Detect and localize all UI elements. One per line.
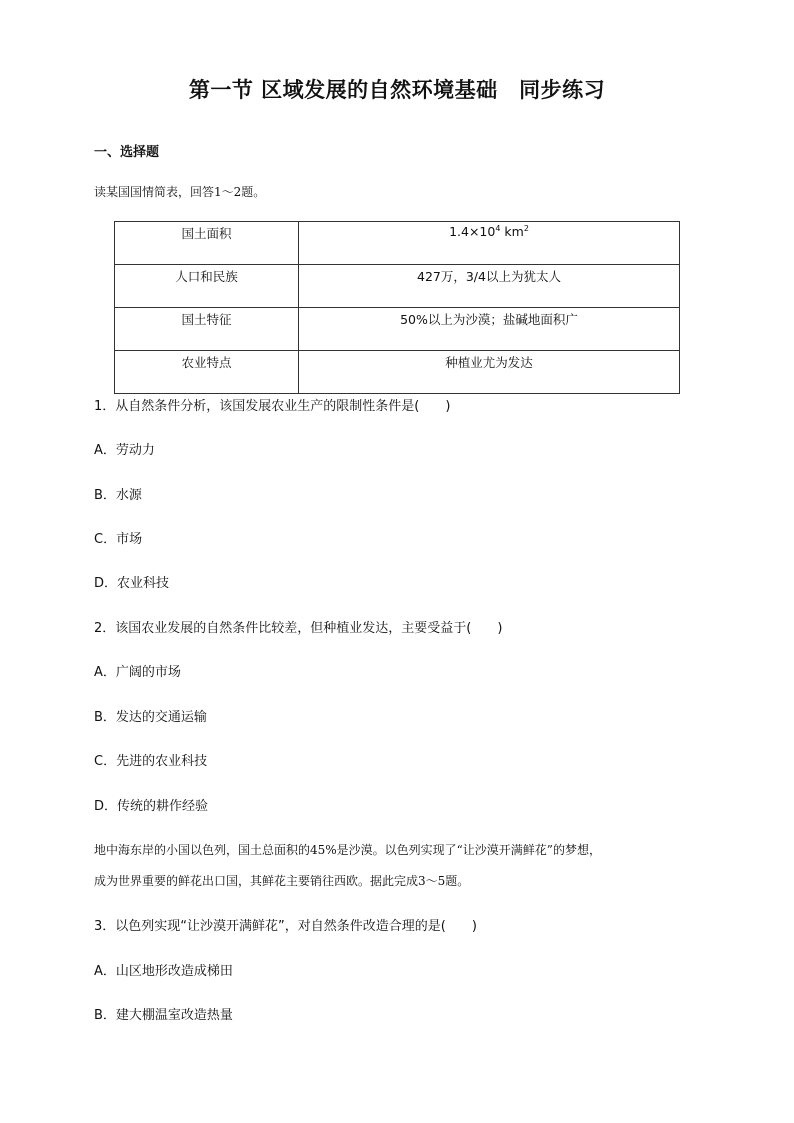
table-row — [115, 265, 680, 308]
table-row — [115, 308, 680, 351]
table-cell-value: 50%以上为沙漠；盐碱地面积广 — [299, 308, 680, 351]
question-1-option-d: D．农业科技 — [94, 576, 170, 591]
question-2-option-d: D．传统的耕作经验 — [94, 799, 209, 814]
table-cell-label: 国土面积 — [115, 222, 299, 265]
question-3-stem: 3．以色列实现“让沙漠开满鲜花”，对自然条件改造合理的是( ) — [94, 919, 477, 934]
table-cell-label: 国土特征 — [115, 308, 299, 351]
question-2-option-c: C．先进的农业科技 — [94, 754, 208, 769]
table-row — [115, 351, 680, 394]
table-cell-value: 种植业尤为发达 — [299, 351, 680, 394]
table-row — [115, 222, 680, 265]
table-cell-label: 人口和民族 — [115, 265, 299, 308]
question-2-option-b: B．发达的交通运输 — [94, 710, 207, 725]
table-cell-value: 427万，3/4以上为犹太人 — [299, 265, 680, 308]
passage-line-2: 成为世界重要的鲜花出口国，其鲜花主要销往西欧。据此完成3～5题。 — [94, 874, 470, 888]
page-title: 第一节 区域发展的自然环境基础 同步练习 — [188, 77, 606, 102]
passage-line-1: 地中海东岸的小国以色列，国土总面积的45%是沙漠。以色列实现了“让沙漠开满鲜花”的梦想， — [94, 843, 601, 857]
question-2-option-a: A．广阔的市场 — [94, 665, 181, 680]
question-1-option-b: B．水源 — [94, 488, 142, 503]
country-info-table — [114, 221, 680, 394]
section-heading: 一、选择题 — [94, 145, 160, 160]
question-1-option-c: C．市场 — [94, 532, 143, 547]
table-cell-label: 农业特点 — [115, 351, 299, 394]
question-2-stem: 2．该国农业发展的自然条件比较差，但种植业发达，主要受益于( ) — [94, 621, 503, 636]
question-3-option-a: A．山区地形改造成梯田 — [94, 964, 233, 979]
intro-text: 读某国国情简表，回答1～2题。 — [94, 185, 266, 199]
question-3-option-b: B．建大棚温室改造热量 — [94, 1008, 233, 1023]
question-1-stem: 1．从自然条件分析，该国发展农业生产的限制性条件是( ) — [94, 399, 451, 414]
table-cell-value: $1.4\times 10^4$ $km^2$ — [299, 222, 680, 265]
question-1-option-a: A．劳动力 — [94, 443, 155, 458]
